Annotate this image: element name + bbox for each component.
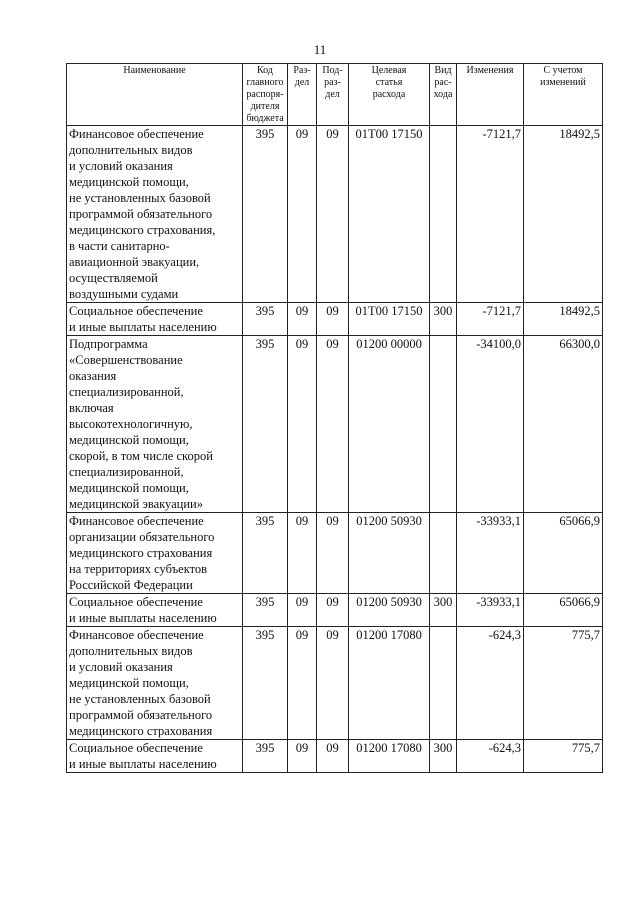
header-vid-line: хода [433, 89, 453, 100]
cell-target: 01200 17080 [349, 740, 430, 773]
cell-name-line: «Совершенствование [69, 353, 183, 367]
table-header-row [67, 64, 603, 126]
header-code-line: распоря- [246, 89, 284, 100]
header-razdel-line: дел [294, 77, 310, 88]
cell-podrazdel: 09 [317, 126, 349, 303]
cell-name-line: и иные выплаты населению [69, 320, 217, 334]
header-vid [430, 64, 457, 126]
cell-podrazdel: 09 [317, 627, 349, 740]
cell-name-line: Финансовое обеспечение [69, 127, 204, 141]
header-podrazdel [317, 64, 349, 126]
cell-name-line: медицинского страхования [69, 546, 213, 560]
cell-name [67, 594, 243, 627]
cell-name-line: авиационной эвакуации, [69, 255, 200, 269]
cell-total: 66300,0 [524, 336, 603, 513]
header-razdel [288, 64, 317, 126]
cell-name-line: медицинской помощи, [69, 676, 189, 690]
cell-code: 395 [243, 740, 288, 773]
cell-name-line: дополнительных видов [69, 143, 193, 157]
header-target-line: Целевая [371, 65, 407, 76]
cell-podrazdel: 09 [317, 740, 349, 773]
cell-razdel: 09 [288, 126, 317, 303]
cell-total: 65066,9 [524, 513, 603, 594]
cell-name-line: Финансовое обеспечение [69, 628, 204, 642]
cell-name-line: высокотехнологичную, [69, 417, 193, 431]
header-podrazdel-line: дел [325, 89, 340, 100]
cell-change: -624,3 [457, 740, 524, 773]
cell-name-line: Российской Федерации [69, 578, 193, 592]
cell-name-line: и иные выплаты населению [69, 757, 217, 771]
cell-vid: 300 [430, 303, 457, 336]
header-code-line: бюджета [246, 113, 284, 124]
cell-code: 395 [243, 513, 288, 594]
cell-name-line: и иные выплаты населению [69, 611, 217, 625]
cell-vid [430, 126, 457, 303]
cell-name-line: медицинской помощи, [69, 175, 189, 189]
table-row [67, 126, 603, 303]
cell-name-line: организации обязательного [69, 530, 215, 544]
header-vid-line: рас- [434, 77, 452, 88]
cell-name-line: воздушными судами [69, 287, 179, 301]
table-row [67, 303, 603, 336]
cell-name-line: Финансовое обеспечение [69, 514, 204, 528]
cell-target: 01Т00 17150 [349, 126, 430, 303]
header-total [524, 64, 603, 126]
cell-change: -34100,0 [457, 336, 524, 513]
cell-razdel: 09 [288, 594, 317, 627]
cell-code: 395 [243, 336, 288, 513]
header-code-line: главного [246, 77, 284, 88]
cell-name [67, 126, 243, 303]
cell-change: -7121,7 [457, 126, 524, 303]
cell-name-line: в части санитарно- [69, 239, 170, 253]
cell-name [67, 303, 243, 336]
cell-razdel: 09 [288, 740, 317, 773]
cell-vid: 300 [430, 740, 457, 773]
header-vid-line: Вид [434, 65, 452, 76]
cell-podrazdel: 09 [317, 303, 349, 336]
cell-name-line: включая [69, 401, 114, 415]
table-row [67, 594, 603, 627]
cell-name-line: дополнительных видов [69, 644, 193, 658]
cell-change: -33933,1 [457, 513, 524, 594]
header-code-line: дителя [250, 101, 280, 112]
cell-podrazdel: 09 [317, 594, 349, 627]
cell-name [67, 336, 243, 513]
cell-razdel: 09 [288, 513, 317, 594]
cell-name-line: и условий оказания [69, 660, 173, 674]
cell-target: 01Т00 17150 [349, 303, 430, 336]
cell-name-line: медицинского страхования [69, 724, 213, 738]
cell-name-line: программой обязательного [69, 207, 213, 221]
cell-name [67, 740, 243, 773]
cell-code: 395 [243, 303, 288, 336]
cell-name-line: на территориях субъектов [69, 562, 208, 576]
cell-name-line: специализированной, [69, 385, 184, 399]
cell-name-line: Социальное обеспечение [69, 741, 203, 755]
cell-name-line: медицинской помощи, [69, 481, 189, 495]
cell-total: 775,7 [524, 740, 603, 773]
cell-target: 01200 00000 [349, 336, 430, 513]
cell-name-line: Подпрограмма [69, 337, 148, 351]
cell-name-line: программой обязательного [69, 708, 213, 722]
cell-code: 395 [243, 126, 288, 303]
budget-table [66, 63, 603, 773]
cell-vid [430, 513, 457, 594]
header-code [243, 64, 288, 126]
header-target-line: расхода [372, 89, 406, 100]
cell-name-line: медицинского страхования, [69, 223, 216, 237]
cell-target: 01200 17080 [349, 627, 430, 740]
cell-vid: 300 [430, 594, 457, 627]
cell-name-line: осуществляемой [69, 271, 158, 285]
cell-name-line: медицинской эвакуации» [69, 497, 203, 511]
cell-razdel: 09 [288, 303, 317, 336]
cell-name-line: и условий оказания [69, 159, 173, 173]
header-podrazdel-line: Под- [322, 65, 343, 76]
cell-razdel: 09 [288, 627, 317, 740]
cell-name [67, 627, 243, 740]
cell-name-line: скорой, в том числе скорой [69, 449, 213, 463]
cell-name-line: специализированной, [69, 465, 184, 479]
cell-target: 01200 50930 [349, 513, 430, 594]
header-total-line: изменений [540, 77, 586, 88]
cell-name-line: не установленных базовой [69, 692, 211, 706]
header-razdel-line: Раз- [293, 65, 311, 76]
cell-total: 65066,9 [524, 594, 603, 627]
cell-podrazdel: 09 [317, 336, 349, 513]
cell-razdel: 09 [288, 336, 317, 513]
table-body [67, 126, 603, 773]
cell-code: 395 [243, 627, 288, 740]
cell-change: -33933,1 [457, 594, 524, 627]
header-change: Изменения [457, 64, 524, 126]
cell-name-line: медицинской помощи, [69, 433, 189, 447]
header-code-line: Код [257, 65, 273, 76]
table-row [67, 513, 603, 594]
cell-code: 395 [243, 594, 288, 627]
header-podrazdel-line: раз- [324, 77, 341, 88]
cell-vid [430, 627, 457, 740]
cell-vid [430, 336, 457, 513]
cell-name-line: не установленных базовой [69, 191, 211, 205]
page-number: 11 [313, 42, 327, 57]
cell-name-line: Социальное обеспечение [69, 304, 203, 318]
header-total-line: С учетом [543, 65, 583, 76]
table-row [67, 627, 603, 740]
cell-target: 01200 50930 [349, 594, 430, 627]
header-target-line: статья [375, 77, 403, 88]
cell-change: -7121,7 [457, 303, 524, 336]
cell-total: 18492,5 [524, 303, 603, 336]
cell-name-line: оказания [69, 369, 117, 383]
header-target [349, 64, 430, 126]
cell-total: 775,7 [524, 627, 603, 740]
cell-name-line: Социальное обеспечение [69, 595, 203, 609]
table-row [67, 740, 603, 773]
cell-change: -624,3 [457, 627, 524, 740]
header-name: Наименование [67, 64, 243, 126]
cell-total: 18492,5 [524, 126, 603, 303]
cell-name [67, 513, 243, 594]
cell-podrazdel: 09 [317, 513, 349, 594]
table-row [67, 336, 603, 513]
